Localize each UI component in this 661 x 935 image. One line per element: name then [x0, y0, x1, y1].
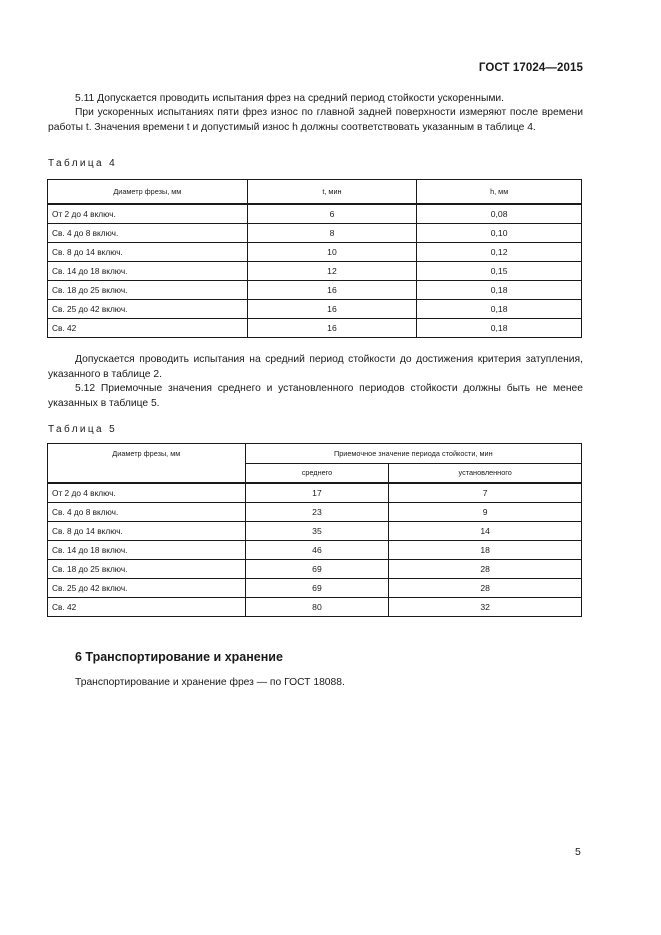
- table-cell: 0,08: [417, 204, 582, 224]
- table-cell: Св. 25 до 42 включ.: [48, 578, 246, 597]
- table-cell: 69: [245, 578, 389, 597]
- table-cell: 16: [247, 299, 417, 318]
- table-cell: 0,18: [417, 318, 582, 337]
- paragraph-accelerated-text: При ускоренных испытаниях пяти фрез износ по главной задней поверхности измеряют после времени работы t. Значения времени t и допустимый износ h должны соответствовать указанным в таблице 4.: [48, 107, 583, 133]
- table-4: [47, 179, 582, 338]
- table-cell: Св. 4 до 8 включ.: [48, 502, 246, 521]
- section-6-paragraph: [48, 676, 583, 691]
- table-5-caption: Таблица 5: [48, 424, 118, 435]
- table-cell: Св. 8 до 14 включ.: [48, 242, 248, 261]
- table-5: [47, 443, 582, 617]
- paragraph-after-table-4-text: Допускается проводить испытания на средний период стойкости до достижения критерия затупления, указанного в таблице 2.: [48, 354, 583, 380]
- table-cell: 23: [245, 502, 389, 521]
- table-row: [48, 204, 582, 224]
- paragraph-5-11-text: 5.11 Допускается проводить испытания фрез на средний период стойкости ускоренными.: [75, 93, 505, 104]
- table-4-caption: Таблица 4: [48, 158, 118, 169]
- table-row: [48, 280, 582, 299]
- table-cell: Св. 42: [48, 318, 248, 337]
- section-6-text: Транспортирование и хранение фрез — по ГОСТ 18088.: [75, 677, 345, 688]
- table-cell: 28: [389, 559, 582, 578]
- table-5-header-diameter: Диаметр фрезы, мм: [48, 444, 246, 483]
- table-cell: 12: [247, 261, 417, 280]
- table-cell: 16: [247, 318, 417, 337]
- table-row: [48, 483, 582, 503]
- table-cell: 14: [389, 521, 582, 540]
- table-row: [48, 261, 582, 280]
- paragraph-5-12: [48, 382, 583, 411]
- table-cell: 46: [245, 540, 389, 559]
- document-code: ГОСТ 17024—2015: [478, 62, 583, 74]
- table-cell: 10: [247, 242, 417, 261]
- table-row: [48, 318, 582, 337]
- table-cell: Св. 14 до 18 включ.: [48, 261, 248, 280]
- table-cell: 35: [245, 521, 389, 540]
- table-row: [48, 559, 582, 578]
- table-cell: Св. 25 до 42 включ.: [48, 299, 248, 318]
- table-cell: 32: [389, 597, 582, 616]
- table-row: [48, 242, 582, 261]
- table-cell: Св. 8 до 14 включ.: [48, 521, 246, 540]
- table-row: [48, 540, 582, 559]
- table-cell: 69: [245, 559, 389, 578]
- table-cell: Св. 14 до 18 включ.: [48, 540, 246, 559]
- table-cell: 80: [245, 597, 389, 616]
- paragraph-5-11: [48, 92, 583, 107]
- table-cell: 18: [389, 540, 582, 559]
- table-4-header-wear: h, мм: [417, 180, 582, 204]
- table-cell: 8: [247, 223, 417, 242]
- table-cell: 7: [389, 483, 582, 503]
- table-row: [48, 223, 582, 242]
- table-cell: От 2 до 4 включ.: [48, 204, 248, 224]
- table-row: [48, 299, 582, 318]
- table-5-header-group: Приемочное значение периода стойкости, мин: [245, 444, 581, 464]
- table-4-header-diameter: Диаметр фрезы, мм: [48, 180, 248, 204]
- section-6-title: 6 Транспортирование и хранение: [75, 650, 283, 664]
- paragraph-after-table-4: [48, 353, 583, 382]
- table-cell: 0,15: [417, 261, 582, 280]
- table-cell: Св. 18 до 25 включ.: [48, 280, 248, 299]
- table-row: [48, 521, 582, 540]
- table-5-header-set: установленного: [389, 464, 582, 483]
- table-row: [48, 578, 582, 597]
- table-cell: От 2 до 4 включ.: [48, 483, 246, 503]
- table-cell: 0,18: [417, 280, 582, 299]
- table-row: [48, 502, 582, 521]
- table-cell: 9: [389, 502, 582, 521]
- table-cell: Св. 4 до 8 включ.: [48, 223, 248, 242]
- page-number: 5: [575, 846, 581, 858]
- table-cell: 16: [247, 280, 417, 299]
- table-cell: Св. 42: [48, 597, 246, 616]
- table-row: [48, 597, 582, 616]
- table-5-header-average: среднего: [245, 464, 389, 483]
- table-cell: Св. 18 до 25 включ.: [48, 559, 246, 578]
- table-cell: 6: [247, 204, 417, 224]
- table-cell: 0,12: [417, 242, 582, 261]
- table-cell: 17: [245, 483, 389, 503]
- table-cell: 0,10: [417, 223, 582, 242]
- table-5-header-row-1: [48, 444, 582, 464]
- paragraph-accelerated: [48, 106, 583, 135]
- table-cell: 28: [389, 578, 582, 597]
- table-4-header-time: t, мин: [247, 180, 417, 204]
- table-4-header: [48, 180, 582, 204]
- table-cell: 0,18: [417, 299, 582, 318]
- paragraph-5-12-text: 5.12 Приемочные значения среднего и установленного периодов стойкости должны быть не менее указанных в таблице 5.: [48, 383, 583, 409]
